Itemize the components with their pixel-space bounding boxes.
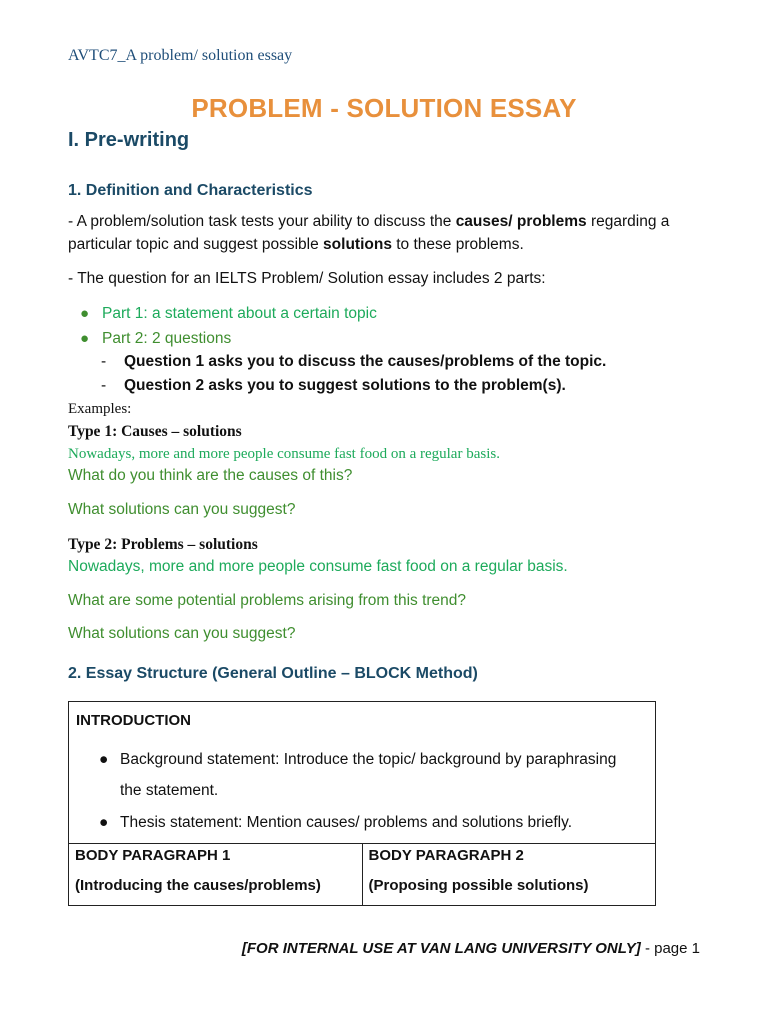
- dash-icon: -: [101, 377, 107, 394]
- body2-subtitle: (Proposing possible solutions): [368, 877, 589, 894]
- examples-label: Examples:: [68, 401, 132, 417]
- bullet-icon: ●: [80, 330, 90, 347]
- subsection-heading-definition: 1. Definition and Characteristics: [68, 182, 313, 199]
- page-footer: [242, 940, 700, 957]
- body1-title: BODY PARAGRAPH 1: [75, 847, 231, 864]
- list-item-text: Background statement: Introduce the topic/ background by paraphrasing: [120, 751, 617, 768]
- definition-text-a: - A problem/solution task tests your ability to discuss the: [68, 213, 456, 230]
- type1-statement: Nowadays, more and more people consume fast food on a regular basis.: [68, 446, 500, 462]
- body-paragraph-1-cell: [69, 844, 363, 906]
- list-item-text: the statement.: [120, 782, 219, 799]
- list-item-text: Part 1: a statement about a certain topic: [102, 305, 377, 322]
- table-row: [69, 844, 656, 906]
- dash-icon: -: [101, 353, 107, 370]
- list-item-text: Thesis statement: Mention causes/ problems and solutions briefly.: [120, 814, 573, 831]
- definition-paragraph: [68, 210, 708, 256]
- question-parts-intro: - The question for an IELTS Problem/ Solution essay includes 2 parts:: [68, 270, 546, 287]
- list-item-text: Part 2: 2 questions: [102, 330, 232, 347]
- introduction-cell: [69, 702, 656, 844]
- bullet-icon: ●: [80, 305, 90, 322]
- bullet-icon: ●: [99, 751, 109, 768]
- document-header: AVTC7_A problem/ solution essay: [68, 47, 293, 64]
- definition-text-e: to these problems.: [391, 236, 524, 253]
- definition-text-b: causes/ problems: [455, 213, 587, 230]
- type2-statement: Nowadays, more and more people consume fast food on a regular basis.: [68, 558, 568, 575]
- type1-label: Type 1: Causes – solutions: [68, 423, 242, 440]
- type2-label: Type 2: Problems – solutions: [68, 536, 258, 553]
- introduction-title: INTRODUCTION: [76, 712, 191, 729]
- type1-question2: What solutions can you suggest?: [68, 501, 296, 518]
- list-item-text: Question 1 asks you to discuss the causes/problems of the topic.: [124, 353, 607, 370]
- definition-text-c: regarding a particular topic and suggest possible: [68, 213, 670, 253]
- type1-question1: What do you think are the causes of this?: [68, 467, 353, 484]
- definition-text-d: solutions: [323, 236, 392, 253]
- essay-outline-table: [68, 701, 656, 906]
- subsection-heading-structure: 2. Essay Structure (General Outline – BLOCK Method): [68, 665, 478, 682]
- footer-note: [FOR INTERNAL USE AT VAN LANG UNIVERSITY ONLY]: [241, 940, 641, 957]
- body2-title: BODY PARAGRAPH 2: [368, 847, 524, 864]
- body1-subtitle: (Introducing the causes/problems): [75, 877, 321, 894]
- type2-question2: What solutions can you suggest?: [68, 625, 296, 642]
- body-paragraph-2-cell: [362, 844, 656, 906]
- list-item-text: Question 2 asks you to suggest solutions to the problem(s).: [124, 377, 566, 394]
- footer-page-number: - page 1: [640, 940, 700, 957]
- bullet-icon: ●: [99, 814, 109, 831]
- page-title: PROBLEM - SOLUTION ESSAY: [191, 93, 577, 123]
- type2-question1: What are some potential problems arising from this trend?: [68, 592, 467, 609]
- section-heading-prewriting: I. Pre-writing: [68, 129, 190, 151]
- table-row: [69, 702, 656, 844]
